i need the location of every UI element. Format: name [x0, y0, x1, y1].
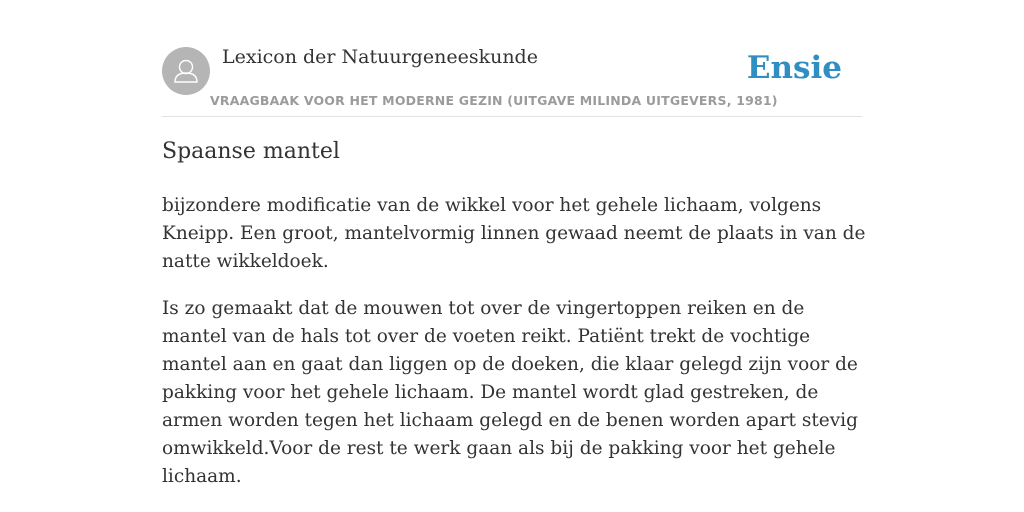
entry-body — [162, 192, 866, 510]
dictionary-header — [162, 40, 862, 117]
user-placeholder-icon — [162, 47, 210, 95]
dictionary-title[interactable]: Lexicon der Natuurgeneeskunde — [222, 46, 538, 68]
entry-paragraph: bijzondere modificatie van de wikkel voor het gehele lichaam, volgens Kneipp. Een groot, mantelvormig linnen gewaad neemt de plaats in van de natte wikkeldoek. — [162, 195, 866, 272]
dictionary-subtitle: VRAAGBAAK VOOR HET MODERNE GEZIN (UITGAVE MILINDA UITGEVERS, 1981) — [210, 93, 778, 108]
dictionary-avatar[interactable] — [162, 47, 210, 95]
entry-paragraph: Is zo gemaakt dat de mouwen tot over de vingertoppen reiken en de mantel van de hals tot over de voeten reikt. Patiënt trekt de vochtige mantel aan en gaat dan liggen op de doeken, die klaar gelegd zijn voor de pakking voor het gehele lichaam. De mantel wordt glad gestreken, de armen worden tegen het lichaam gelegd en de benen worden apart stevig omwikkeld.Voor de rest te werk gaan als bij de pakking voor het gehele lichaam. — [162, 298, 858, 487]
entry-title: Spaanse mantel — [162, 139, 340, 164]
ensie-logo[interactable]: Ensie — [746, 50, 842, 86]
